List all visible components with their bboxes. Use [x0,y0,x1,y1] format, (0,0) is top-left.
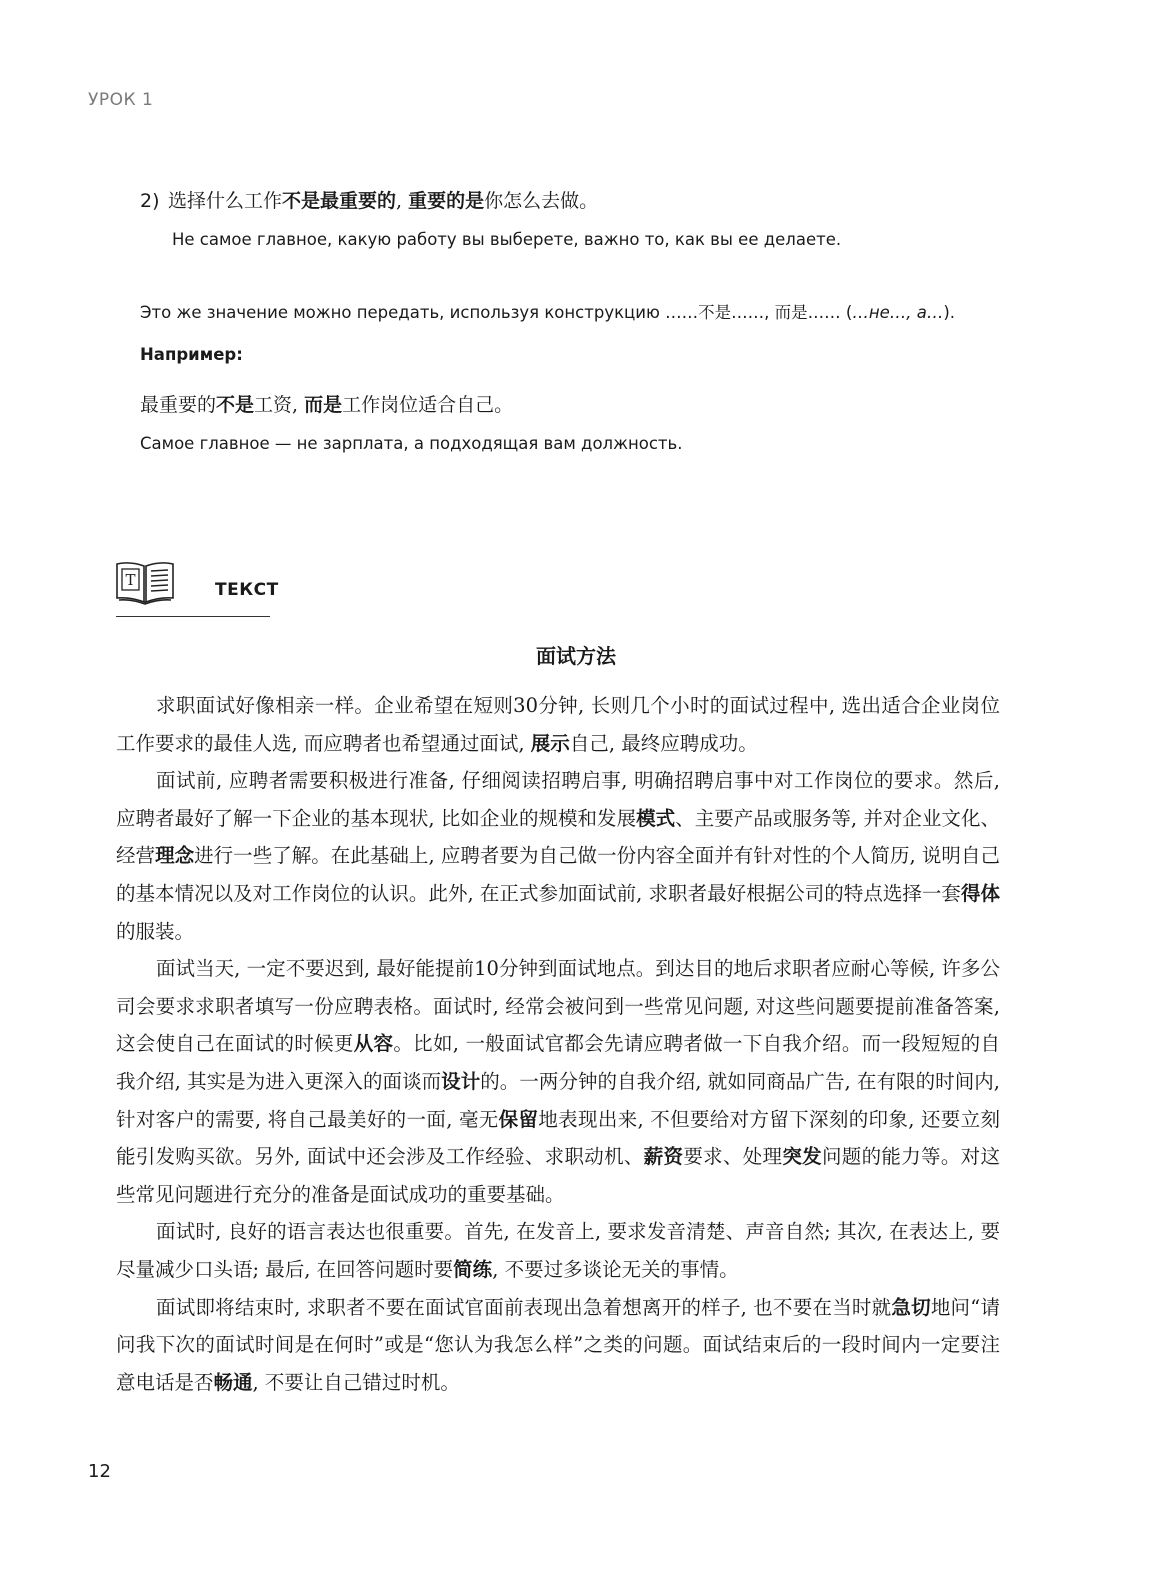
example-number: 2) [140,190,160,212]
bold-term: 不是最重要的 [282,190,397,212]
grammar-example-zh [140,186,598,213]
for-example-label: Например: [140,345,243,364]
book-icon [116,560,174,606]
example2-translation: Самое главное — не зарплата, а подходящая вам должность. [140,434,683,453]
section-label: ТЕКСТ [215,580,279,600]
text-run: 面试当天, 一定不要迟到, 最好能提前10分钟到面试地点。到达目的地后求职者应耐心等候, 许多公司会要求求职者填写一份应聘表格。面试时, 经常会被问到一些常见问题, 对这些问题要提前准备答案, 这会使自己在面试的时候更 [116,957,1000,1056]
text-run: 自己, 最终应聘成功。 [569,731,758,755]
text-body [116,687,1000,1401]
bold-term: 设计 [441,1069,481,1093]
text-run: 最重要的 [140,394,217,416]
text-run: 、主要产品或服务等, 并对企业文化、经营 [116,806,1000,868]
text-run: , 不要让自己错过时机。 [252,1370,460,1394]
bold-term: 突发 [782,1145,822,1169]
text-run: , 不要过多谈论无关的事情。 [492,1257,739,1281]
bold-term: 从容 [353,1032,394,1056]
bold-term: 展示 [530,731,570,755]
text-run: 要求、处理 [683,1145,783,1169]
text-run: 面试即将结束时, 求职者不要在面试官面前表现出急着想离开的样子, 也不要在当时就 [156,1295,892,1319]
example2-zh [140,390,513,417]
text-run: 问题的能力等。对这些常见问题进行充分的准备是面试成功的重要基础。 [116,1145,1000,1206]
text-run: 选择什么工作 [168,190,283,212]
example-zh-text [168,190,598,212]
lesson-label: УРОК 1 [88,90,154,110]
text-title: 面试方法 [536,644,616,668]
bold-term: 不是 [216,394,255,416]
text-run: , [396,190,409,212]
text-paragraph [116,1289,1000,1402]
bold-term: 得体 [960,881,1000,905]
text-run: ). [943,303,956,322]
text-run: 面试时, 良好的语言表达也很重要。首先, 在发音上, 要求发音清楚、声音自然; 其次, 在表达上, 要尽量减少口头语; 最后, 在回答问题时要 [116,1220,1000,1281]
text-run: 的。一两分钟的自我介绍, 就如同商品广告, 在有限的时间内, 针对客户的需要, 将自己最美好的一面, 毫无 [116,1069,1000,1131]
text-run: …не…, а… [852,303,944,322]
bold-term: 重要的是 [408,190,485,212]
text-paragraph [116,687,1000,762]
book-icon-letter: T [125,571,136,589]
text-run: 工资, [254,394,305,416]
bold-term: 保留 [498,1107,539,1131]
text-run: 地表现出来, 不但要给对方留下深刻的印象, 还要立刻能引发购买欲。另外, 面试中还会涉及工作经验、求职动机、 [116,1107,1000,1169]
section-header [116,560,279,617]
text-run: 地问“请问我下次的面试时间是在何时”或是“您认为我怎么样”之类的问题。面试结束后的一段时间内一定要注意电话是否 [116,1295,1000,1394]
text-run: Это же значение можно передать, используя конструкцию ……不是……, 而是…… ( [140,303,853,322]
text-run: 的服装。 [116,919,195,943]
bold-term: 模式 [636,806,676,830]
bold-term: 简练 [453,1257,493,1281]
text-run: 进行一些了解。在此基础上, 应聘者要为自己做一份内容全面并有针对性的个人简历, 说明自己的基本情况以及对工作岗位的认识。此外, 在正式参加面试前, 求职者最好根据公司的特点选择一套 [116,844,1000,905]
bold-term: 畅通 [213,1370,253,1394]
bold-term: 而是 [304,394,343,416]
text-run: 你怎么去做。 [484,190,599,212]
text-run: 求职面试好像相亲一样。企业希望在短则30分钟, 长则几个小时的面试过程中, 选出适合企业岗位工作要求的最佳人选, 而应聘者也希望通过面试, [116,694,1000,755]
bold-term: 急切 [891,1295,931,1319]
grammar-example-translation: Не самое главное, какую работу вы выберете, важно то, как вы ее делаете. [172,230,842,249]
page-number: 12 [88,1461,111,1482]
text-run: 。比如, 一般面试官都会先请应聘者做一下自我介绍。而一段短短的自我介绍, 其实是为进入更深入的面谈而 [116,1032,1000,1093]
grammar-note [140,299,955,323]
text-run: 工作岗位适合自己。 [342,394,514,416]
text-paragraph [116,950,1000,1213]
text-paragraph [116,1213,1000,1288]
bold-term: 理念 [155,844,195,868]
bold-term: 薪资 [643,1145,684,1169]
text-paragraph [116,762,1000,950]
text-run: 面试前, 应聘者需要积极进行准备, 仔细阅读招聘启事, 明确招聘启事中对工作岗位的要求。然后, 应聘者最好了解一下企业的基本现状, 比如企业的规模和发展 [116,769,1000,830]
